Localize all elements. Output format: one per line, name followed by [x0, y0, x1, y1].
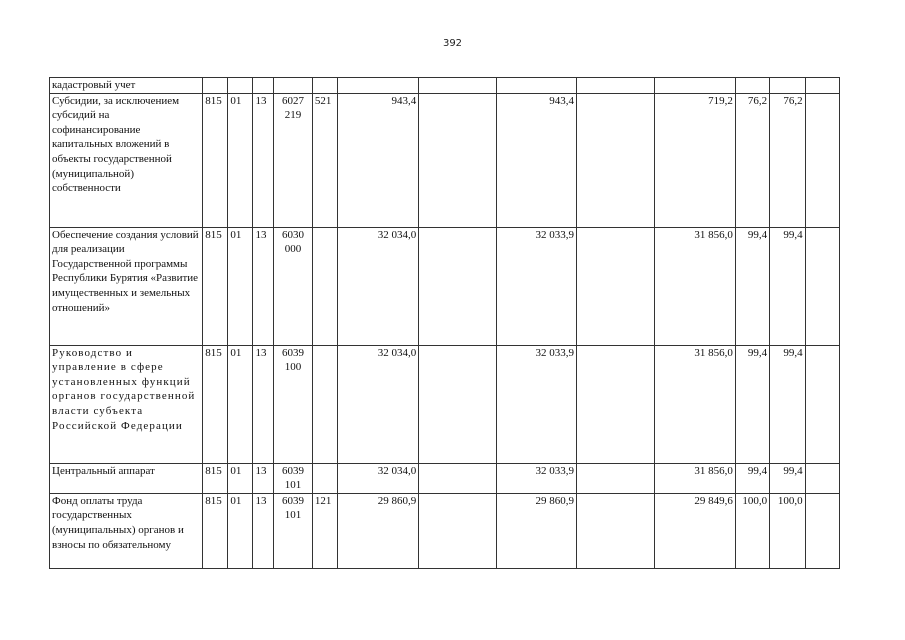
- executed-amount: 719,2: [654, 93, 735, 227]
- empty-cell: [805, 493, 839, 568]
- row-name: Фонд оплаты труда государственных (муниципальных) органов и взносы по обязательному: [50, 493, 203, 568]
- section-code: 01: [228, 227, 253, 345]
- empty-cell: [576, 227, 654, 345]
- percent-of-approved: 99,4: [735, 227, 769, 345]
- empty-cell: [576, 93, 654, 227]
- subsection-code: 13: [253, 345, 274, 463]
- table-row: [50, 463, 840, 493]
- approved-amount: 943,4: [338, 93, 419, 227]
- target-article-code: 6027 219: [274, 93, 313, 227]
- empty-cell: [419, 93, 497, 227]
- percent-of-refined: 76,2: [770, 93, 805, 227]
- executed-amount: 29 849,6: [654, 493, 735, 568]
- executed-amount: 31 856,0: [654, 227, 735, 345]
- ministry-code: 815: [203, 345, 228, 463]
- section-code: [228, 78, 253, 94]
- row-name: кадастровый учет: [50, 78, 203, 94]
- percent-of-approved: 99,4: [735, 345, 769, 463]
- percent-of-refined: 99,4: [770, 345, 805, 463]
- percent-of-approved: 100,0: [735, 493, 769, 568]
- subsection-code: 13: [253, 463, 274, 493]
- subsection-code: 13: [253, 227, 274, 345]
- table-row: [50, 345, 840, 463]
- refined-amount: 29 860,9: [496, 493, 576, 568]
- empty-cell: [805, 78, 839, 94]
- section-code: 01: [228, 463, 253, 493]
- approved-amount: 32 034,0: [338, 463, 419, 493]
- percent-of-refined: 100,0: [770, 493, 805, 568]
- empty-cell: [576, 78, 654, 94]
- expense-type-code: [312, 463, 337, 493]
- refined-amount: 943,4: [496, 93, 576, 227]
- percent-of-refined: [770, 78, 805, 94]
- expense-type-code: [312, 227, 337, 345]
- ministry-code: 815: [203, 463, 228, 493]
- percent-of-refined: 99,4: [770, 227, 805, 345]
- percent-of-refined: 99,4: [770, 463, 805, 493]
- expense-type-code: [312, 78, 337, 94]
- refined-amount: 32 033,9: [496, 227, 576, 345]
- ministry-code: 815: [203, 493, 228, 568]
- subsection-code: [253, 78, 274, 94]
- empty-cell: [805, 93, 839, 227]
- subsection-code: 13: [253, 493, 274, 568]
- row-name: Центральный аппарат: [50, 463, 203, 493]
- page-number: 392: [442, 38, 463, 49]
- empty-cell: [805, 463, 839, 493]
- refined-amount: [496, 78, 576, 94]
- empty-cell: [419, 78, 497, 94]
- percent-of-approved: 76,2: [735, 93, 769, 227]
- empty-cell: [419, 227, 497, 345]
- ministry-code: 815: [203, 93, 228, 227]
- empty-cell: [419, 463, 497, 493]
- section-code: 01: [228, 493, 253, 568]
- empty-cell: [805, 345, 839, 463]
- approved-amount: [338, 78, 419, 94]
- ministry-code: [203, 78, 228, 94]
- empty-cell: [576, 493, 654, 568]
- empty-cell: [419, 493, 497, 568]
- empty-cell: [576, 345, 654, 463]
- budget-table: [49, 77, 840, 569]
- table-row: [50, 227, 840, 345]
- empty-cell: [419, 345, 497, 463]
- target-article-code: 6039 101: [274, 463, 313, 493]
- expense-type-code: 121: [312, 493, 337, 568]
- expense-type-code: [312, 345, 337, 463]
- approved-amount: 32 034,0: [338, 227, 419, 345]
- expense-type-code: 521: [312, 93, 337, 227]
- refined-amount: 32 033,9: [496, 345, 576, 463]
- percent-of-approved: [735, 78, 769, 94]
- subsection-code: 13: [253, 93, 274, 227]
- ministry-code: 815: [203, 227, 228, 345]
- row-name: Обеспечение создания условий для реализации Государственной программы Республики Бурятия «Развитие имущественных и земельных отношений»: [50, 227, 203, 345]
- executed-amount: [654, 78, 735, 94]
- target-article-code: 6030 000: [274, 227, 313, 345]
- row-name: Субсидии, за исключением субсидий на софинансирование капитальных вложений в объекты государственной (муниципальной) собственности: [50, 93, 203, 227]
- empty-cell: [805, 227, 839, 345]
- row-name: Руководство и управление в сфере установленных функций органов государственной власти субъекта Российской Федерации: [50, 345, 203, 463]
- refined-amount: 32 033,9: [496, 463, 576, 493]
- percent-of-approved: 99,4: [735, 463, 769, 493]
- executed-amount: 31 856,0: [654, 463, 735, 493]
- target-article-code: [274, 78, 313, 94]
- table-row: [50, 493, 840, 568]
- section-code: 01: [228, 345, 253, 463]
- executed-amount: 31 856,0: [654, 345, 735, 463]
- section-code: 01: [228, 93, 253, 227]
- table-row: [50, 93, 840, 227]
- table-row: [50, 78, 840, 94]
- target-article-code: 6039 100: [274, 345, 313, 463]
- empty-cell: [576, 463, 654, 493]
- target-article-code: 6039 101: [274, 493, 313, 568]
- approved-amount: 32 034,0: [338, 345, 419, 463]
- approved-amount: 29 860,9: [338, 493, 419, 568]
